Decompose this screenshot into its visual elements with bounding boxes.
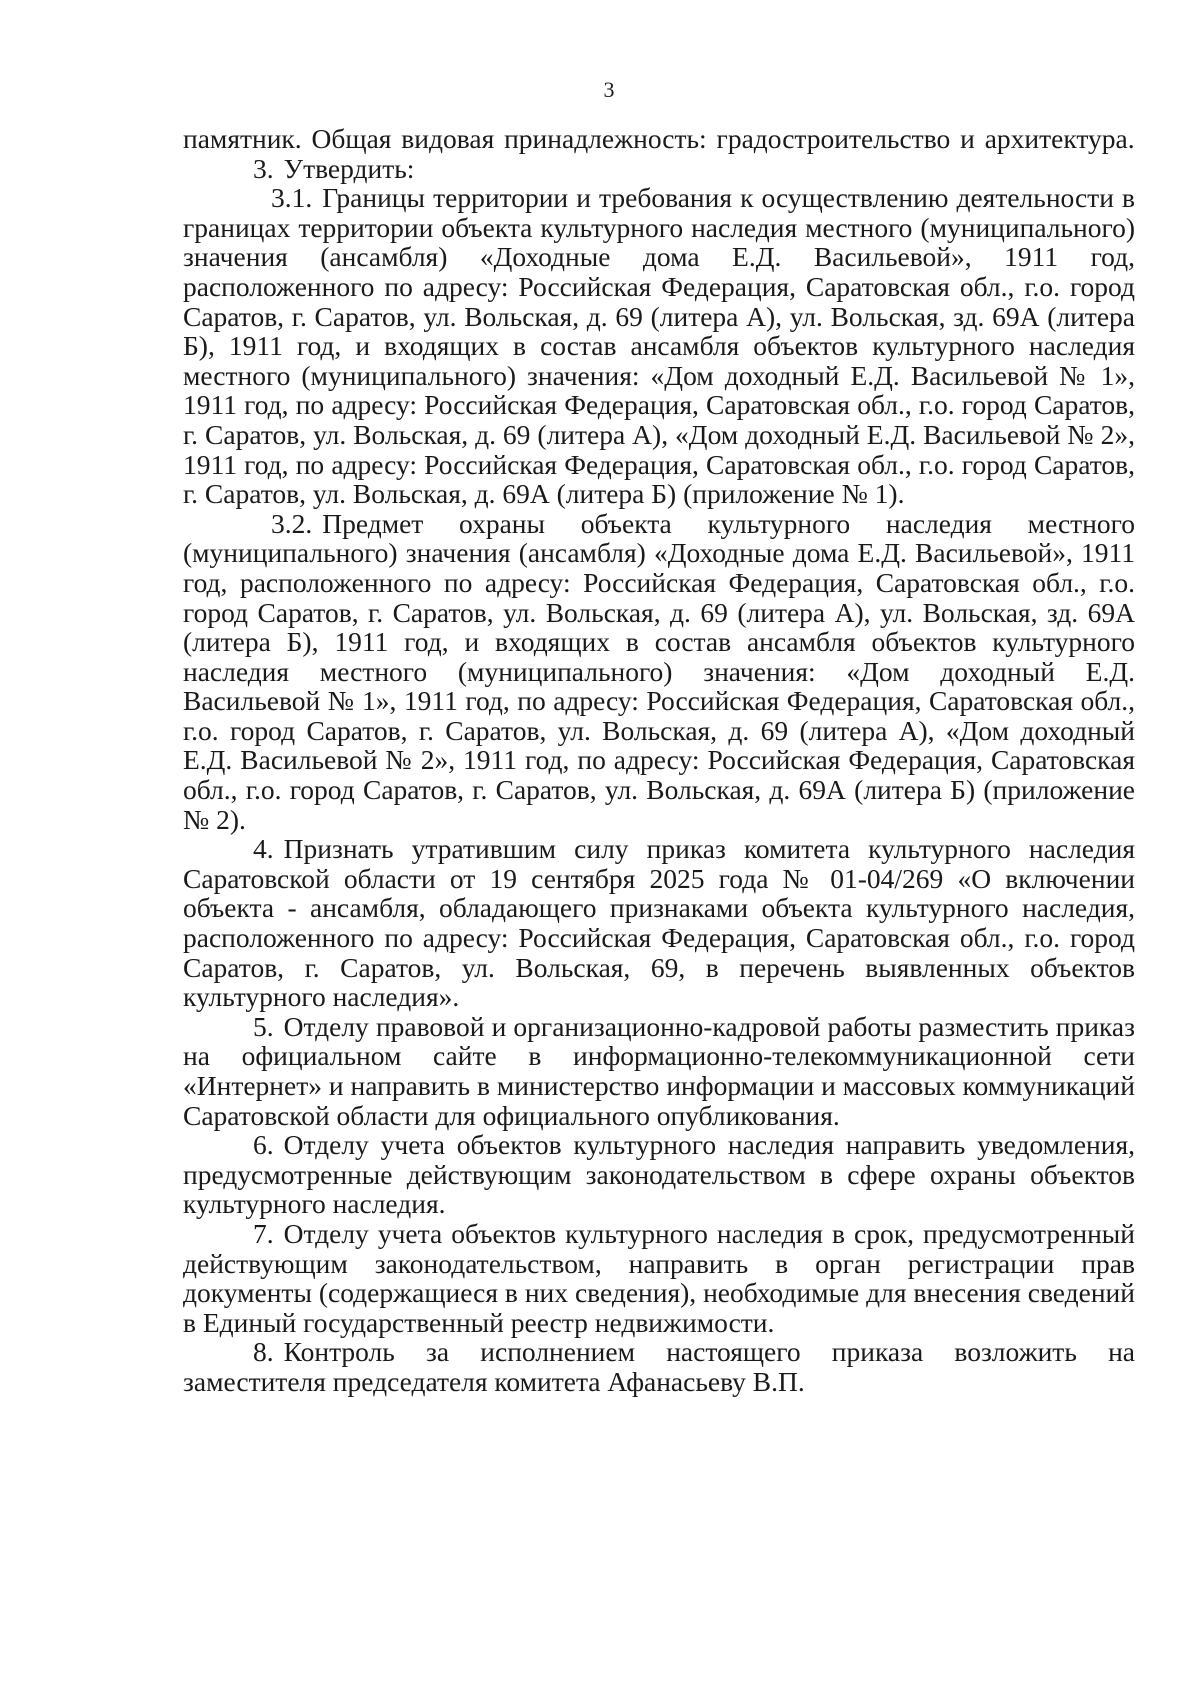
- paragraph-text: Границы территории и требования к осуществлению деятельности в границах территории объекта культурного наследия местного (муниципального) значения (ансамбля) «Доходные дома Е.Д. Васильевой», 1911 год, расположенного по адресу: Российская Федерация, Саратовская обл., г.о. город Саратов, г. Саратов, ул. Вольская, д. 69 (литера А), ул. Вольская, зд. 69А (литера Б), 1911 год, и входящих в состав ансамбля объектов культурного наследия местного (муниципального) значения: «Дом доходный Е.Д. Васильевой № 1», 1911 год, по адресу: Российская Федерация, Саратовская обл., г.о. город Саратов, г. Саратов, ул. Вольская, д. 69 (литера А), «Дом доходный Е.Д. Васильевой № 2», 1911 год, по адресу: Российская Федерация, Саратовская обл., г.о. город Саратов, г. Саратов, ул. Вольская, д. 69А (литера Б) (приложение № 1).: [183, 182, 1135, 510]
- paragraph-text: памятник. Общая видовая принадлежность: градостроительство и архитектура.: [183, 123, 1135, 154]
- paragraph-number: 6.: [253, 1129, 274, 1161]
- page-number: 3: [603, 77, 615, 102]
- paragraph-text: Отделу правовой и организационно-кадровой работы разместить приказ на официальном сайте в информационно-телекоммуникационной сети «Интернет» и направить в министерство информации и массовых коммуникаций Саратовской области для официального опубликования.: [183, 1010, 1135, 1131]
- paragraph-text: Отделу учета объектов культурного наследия направить уведомления, предусмотренные действующим законодательством в сфере охраны объектов культурного наследия.: [183, 1129, 1135, 1220]
- paragraph-3: [183, 154, 1135, 184]
- paragraph-number: 5.: [253, 1010, 274, 1042]
- document-body: [183, 124, 1135, 1397]
- paragraph-continuation: [183, 124, 1135, 154]
- paragraph-text: Утвердить:: [283, 152, 415, 184]
- paragraph-number: 3.2.: [271, 507, 313, 539]
- paragraph-8: [183, 1337, 1135, 1396]
- paragraph-number: 8.: [253, 1336, 274, 1368]
- paragraph-7: [183, 1219, 1135, 1337]
- paragraph-text: Признать утратившим силу приказ комитета культурного наследия Саратовской области от 19 сентября 2025 года № 01-04/269 «О включении объекта - ансамбля, обладающего признаками объекта культурного наследия, расположенного по адресу: Российская Федерация, Саратовская обл., г.о. город Саратов, г. Саратов, ул. Вольская, 69, в перечень выявленных объектов культурного наследия».: [183, 833, 1135, 1013]
- paragraph-number: 7.: [253, 1217, 274, 1249]
- paragraph-text: Отделу учета объектов культурного наследия в срок, предусмотренный действующим законодательством, направить в орган регистрации прав документы (содержащиеся в них сведения), необходимые для внесения сведений в Единый государственный реестр недвижимости.: [183, 1217, 1135, 1338]
- paragraph-3-2: [183, 509, 1135, 835]
- paragraph-number: 3.: [253, 152, 274, 184]
- paragraph-6: [183, 1130, 1135, 1219]
- paragraph-number: 4.: [253, 833, 274, 865]
- paragraph-text: Контроль за исполнением настоящего приказа возложить на заместителя председателя комитета Афанасьеву В.П.: [183, 1336, 1135, 1397]
- paragraph-number: 3.1.: [271, 182, 313, 214]
- paragraph-4: [183, 834, 1135, 1012]
- paragraph-3-1: [183, 183, 1135, 509]
- paragraph-text: Предмет охраны объекта культурного наследия местного (муниципального) значения (ансамбля) «Доходные дома Е.Д. Васильевой», 1911 год, расположенного по адресу: Российская Федерация, Саратовская обл., г.о. город Саратов, г. Саратов, ул. Вольская, д. 69 (литера А), ул. Вольская, зд. 69А (литера Б), 1911 год, и входящих в состав ансамбля объектов культурного наследия местного (муниципального) значения: «Дом доходный Е.Д. Васильевой № 1», 1911 год, по адресу: Российская Федерация, Саратовская обл., г.о. город Саратов, г. Саратов, ул. Вольская, д. 69 (литера А), «Дом доходный Е.Д. Васильевой № 2», 1911 год, по адресу: Российская Федерация, Саратовская обл., г.о. город Саратов, г. Саратов, ул. Вольская, д. 69А (литера Б) (приложение № 2).: [183, 507, 1135, 835]
- paragraph-5: [183, 1012, 1135, 1130]
